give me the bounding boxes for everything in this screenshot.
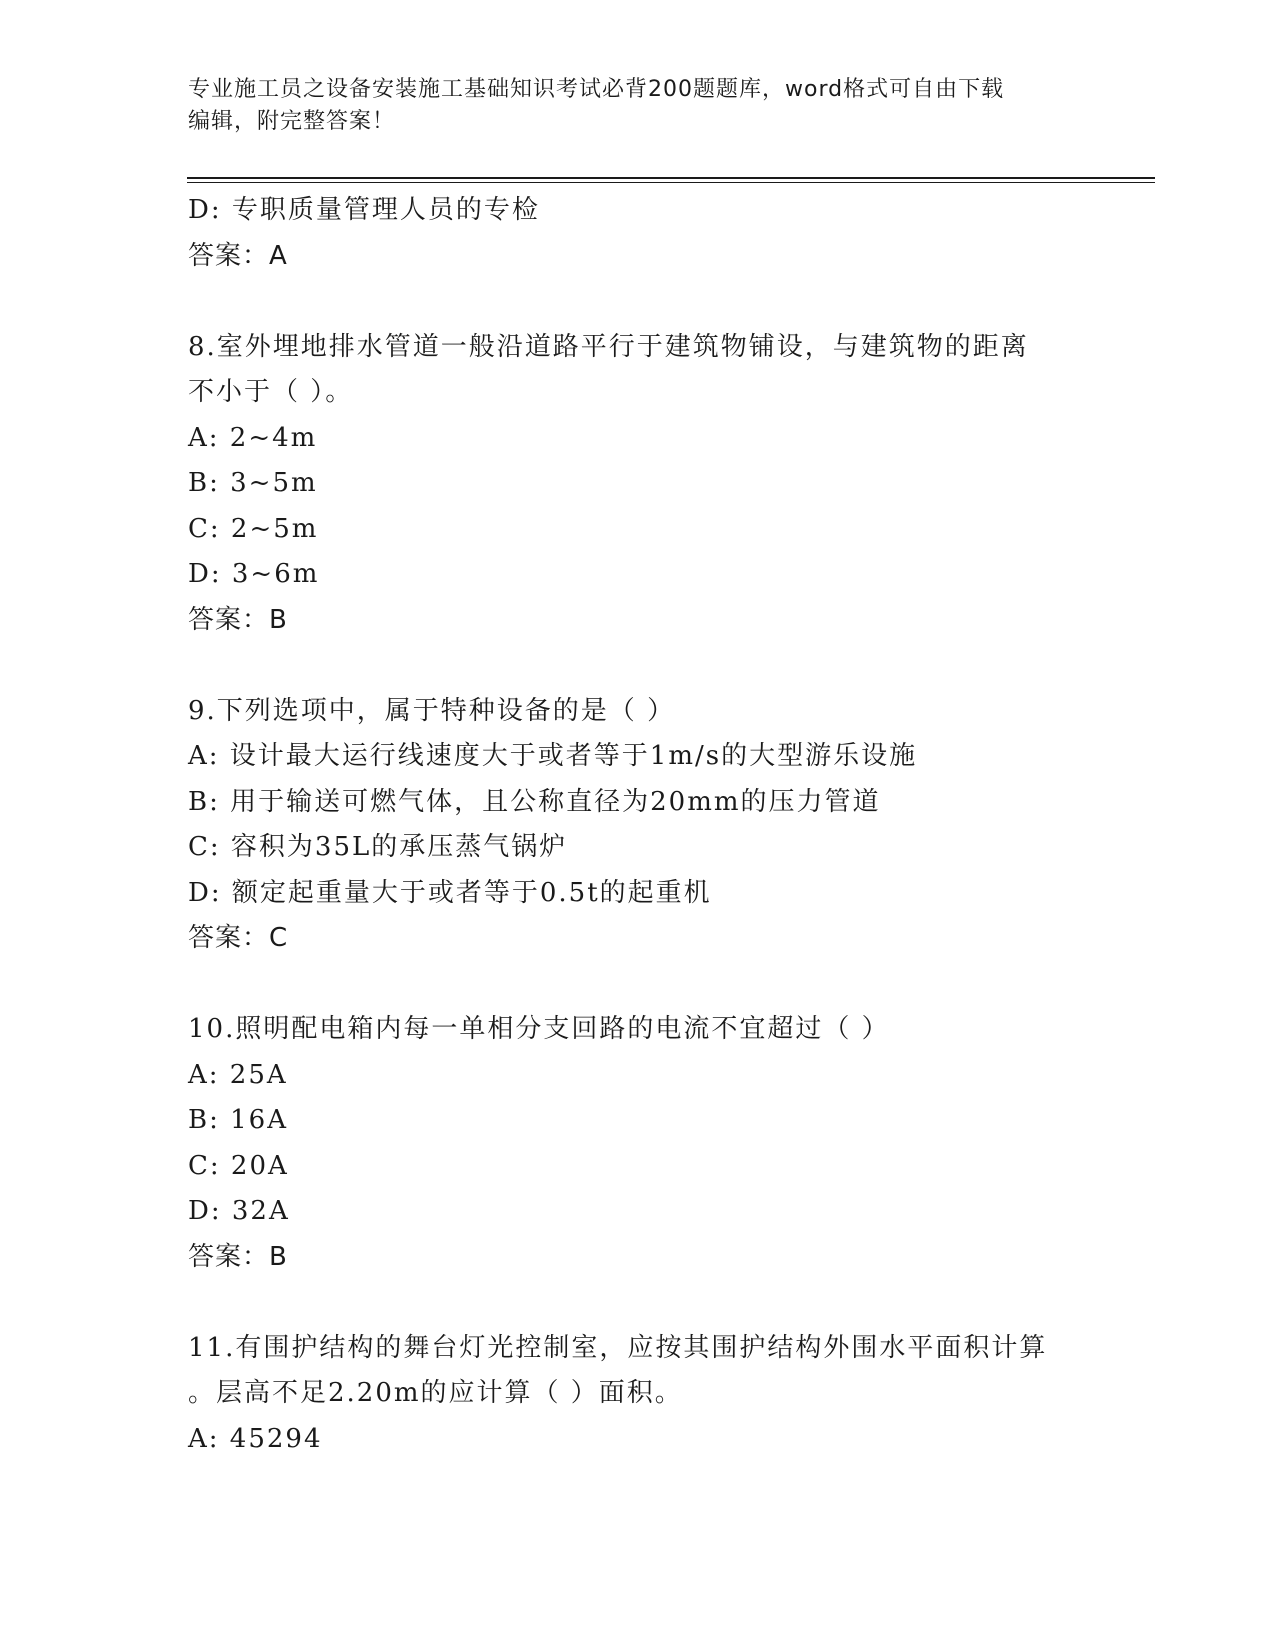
option-d: D: 3~6m: [188, 559, 320, 589]
option-b: B: 16A: [188, 1105, 288, 1135]
question-text-line-1: 8.室外埋地排水管道一般沿道路平行于建筑物铺设，与建筑物的距离: [188, 331, 1029, 362]
answer-line: 答案：C: [188, 923, 289, 953]
option-c: C: 20A: [188, 1150, 289, 1181]
option-a: A: 25A: [188, 1059, 288, 1090]
question-10: [188, 1007, 1108, 1280]
header-title-line-2: 编辑，附完整答案！: [188, 109, 396, 134]
option-d: D: 32A: [188, 1196, 290, 1226]
question-9: [188, 689, 1108, 962]
option-b: B: 3~5m: [188, 468, 318, 498]
question-7-tail: [188, 188, 1108, 279]
option-c: C: 2~5m: [188, 513, 319, 544]
option-b: B: 用于输送可燃气体，且公称直径为20mm的压力管道: [188, 786, 881, 817]
question-text-line-2: 不小于（ ）。: [188, 377, 354, 407]
answer-line: 答案：A: [188, 240, 288, 271]
header-divider-thick: [187, 177, 1155, 179]
question-text-line-2: 。层高不足2.20m的应计算（ ）面积。: [188, 1378, 683, 1408]
question-11: [188, 1326, 1108, 1463]
question-text-line-1: 10.照明配电箱内每一单相分支回路的电流不宜超过（ ）: [188, 1014, 890, 1044]
header-title-line-1: 专业施工员之设备安装施工基础知识考试必背200题题库，word格式可自由下载: [188, 77, 1005, 102]
option-c: C: 容积为35L的承压蒸气锅炉: [188, 832, 568, 862]
option-a: A: 2~4m: [188, 422, 318, 453]
question-text-line-1: 9.下列选项中，属于特种设备的是（ ）: [188, 695, 676, 726]
spacer: [188, 1280, 1108, 1326]
spacer: [188, 962, 1108, 1008]
option-a: A: 45294: [188, 1423, 323, 1454]
answer-line: 答案：B: [188, 1241, 288, 1272]
document-header: [188, 74, 1088, 138]
option-a: A: 设计最大运行线速度大于或者等于1m/s的大型游乐设施: [188, 741, 918, 771]
header-divider-thin: [187, 182, 1155, 183]
option-d: D: 专职质量管理人员的专检: [188, 195, 540, 225]
spacer: [188, 643, 1108, 689]
answer-line: 答案：B: [188, 604, 288, 635]
question-text-line-1: 11.有围护结构的舞台灯光控制室，应按其围护结构外围水平面积计算: [188, 1332, 1048, 1363]
spacer: [188, 279, 1108, 325]
option-d: D: 额定起重量大于或者等于0.5t的起重机: [188, 877, 712, 908]
question-8: [188, 325, 1108, 644]
question-list: [188, 188, 1108, 1462]
